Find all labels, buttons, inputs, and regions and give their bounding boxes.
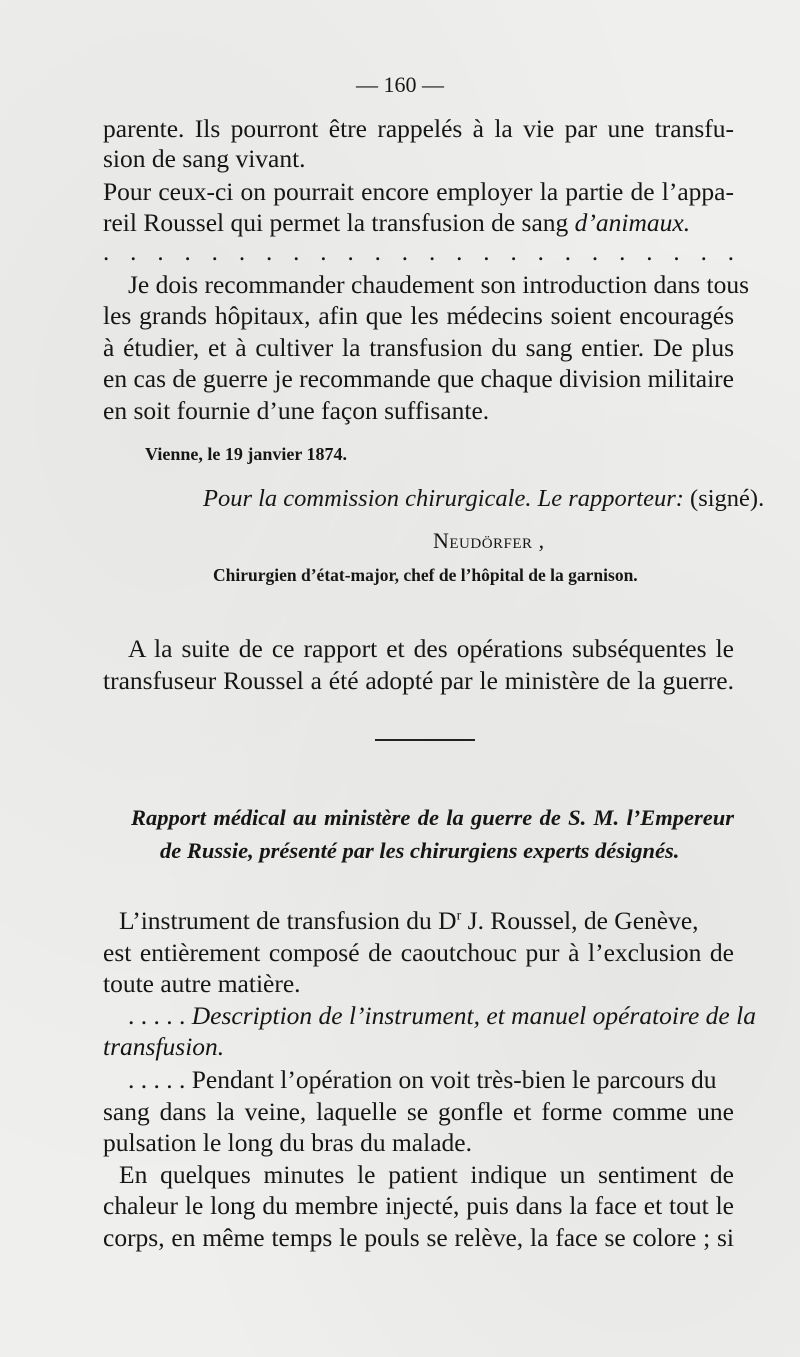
text-line: sion de sang vivant. <box>103 144 306 173</box>
text-line: transfusion. <box>103 1032 225 1061</box>
text-line: en soit fournie d’une façon suffisante. <box>103 396 490 425</box>
text-line: en cas de guerre je recommande que chaque division militaire <box>103 364 734 393</box>
text-line: Pour ceux-ci on pourrait encore employer la partie de l’appa- <box>103 177 734 206</box>
section-heading: de Russie, présenté par les chirurgiens experts désignés. <box>160 838 680 863</box>
text-line: En quelques minutes le patient indique un sentiment de <box>119 1160 734 1189</box>
dateline: Vienne, le 19 janvier 1874. <box>145 444 347 464</box>
text-segment: Description de l’instrument, et manuel opératoire de la <box>191 1001 756 1030</box>
section-heading: Rapport médical au ministère de la guerre de S. M. l’Empereur <box>131 805 734 830</box>
text-line <box>119 908 734 934</box>
text-line: est entièrement composé de caoutchouc pur à l’exclusion de <box>103 938 734 967</box>
text-line: pulsation le long du bras du malade. <box>103 1128 472 1157</box>
text-segment: Pendant l’opération on voit très-bien le parcours du <box>191 1065 717 1094</box>
text-segment: reil Roussel qui permet la transfusion de sang <box>103 208 575 237</box>
text-line: sang dans la veine, laquelle se gonfle et forme comme une <box>103 1097 734 1126</box>
text-line: les grands hôpitaux, afin que les médecins soient encouragés <box>103 301 734 330</box>
ellipsis-row: . . . . . . . . . . . . . . . . . . . . . . . . <box>103 239 734 266</box>
author-title: Chirurgien d’état-major, chef de l’hôpital de la garnison. <box>213 565 638 585</box>
author-name: Neudörfer , <box>433 528 545 553</box>
text-line: transfuseur Roussel a été adopté par le ministère de la guerre. <box>103 666 734 695</box>
text-line: toute autre matière. <box>103 969 301 998</box>
text-line: A la suite de ce rapport et des opérations subséquentes le <box>128 634 734 663</box>
text-line <box>128 1001 756 1030</box>
text-line: chaleur le long du membre injecté, puis dans la face et tout le <box>103 1191 734 1220</box>
signature-line <box>203 487 764 512</box>
text-line: Je dois recommander chaudement son introduction dans tous <box>128 270 750 299</box>
page-number: — 160 — <box>356 72 444 97</box>
superscript: r <box>456 908 462 924</box>
text-line <box>103 210 690 236</box>
text-segment: Pour la commission chirurgicale. Le rapporteur: <box>203 485 684 512</box>
text-segment: J. Roussel, de Genève, <box>461 906 699 935</box>
emphasis-d-animaux <box>575 208 690 237</box>
text-segment: d’ <box>574 208 596 237</box>
text-segment: L’instrument de transfusion du D <box>119 906 457 935</box>
separator-rule <box>375 739 475 741</box>
text-segment: animaux. <box>595 208 691 237</box>
text-line: corps, en même temps le pouls se relève, la face se colore ; si <box>103 1223 734 1252</box>
text-line: parente. Ils pourront être rappelés à la vie par une transfu- <box>103 114 734 143</box>
text-line <box>128 1067 734 1093</box>
text-segment: (signé). <box>683 485 765 512</box>
text-segment: . . . . . <box>128 1065 192 1094</box>
text-segment: . . . . . <box>128 1001 192 1030</box>
text-line: à étudier, et à cultiver la transfusion du sang entier. De plus <box>103 333 734 362</box>
